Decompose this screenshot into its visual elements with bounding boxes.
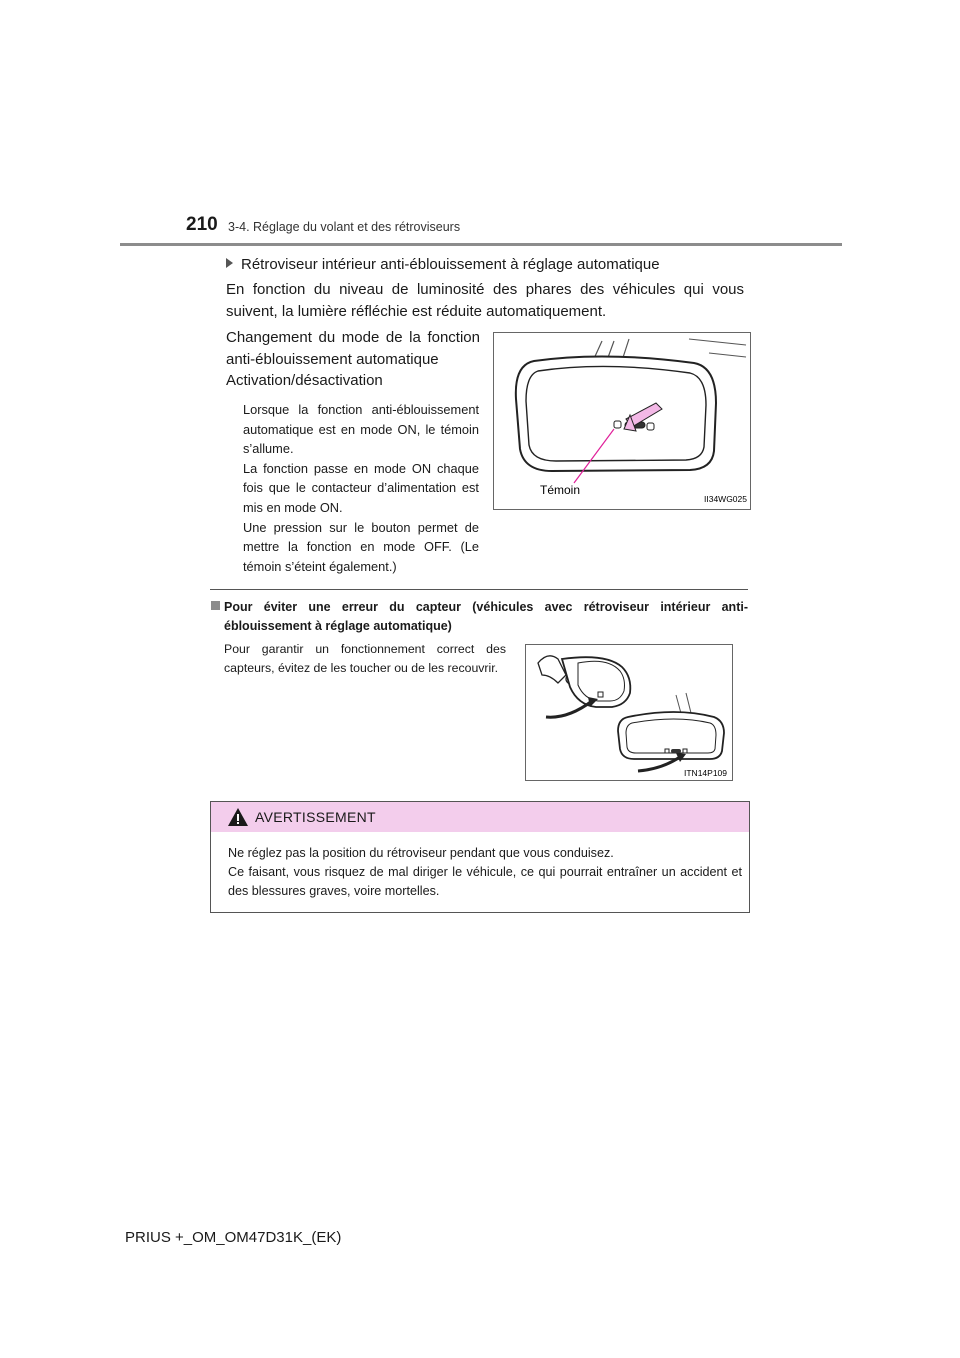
triangle-bullet-icon xyxy=(226,258,233,268)
footer-code: PRIUS +_OM_OM47D31K_(EK) xyxy=(125,1229,342,1246)
mode-title xyxy=(226,327,480,371)
activation-label: Activation/désactivation xyxy=(226,372,383,389)
warning-line: Ce faisant, vous risquez de mal diriger le véhicule, ce qui pourrait entraîner un accident et des blessures graves, voire mortelles. xyxy=(228,865,742,898)
section-title: 3-4. Réglage du volant et des rétroviseurs xyxy=(228,220,461,234)
page-number: 210 xyxy=(186,214,218,235)
description-line: Une pression sur le bouton permet de mettre la fonction en mode OFF. (Le témoin s’éteint également.) xyxy=(243,519,479,574)
sensor-drawing xyxy=(526,645,732,780)
mirror-sensor-illustration xyxy=(525,644,733,781)
warning-triangle-icon xyxy=(227,807,249,827)
note-body: Pour garantir un fonctionnement correct des capteurs, évitez de les toucher ou de les recouvrir. xyxy=(224,642,506,675)
section-rule xyxy=(210,589,748,590)
description-line: La fonction passe en mode ON chaque fois que le contacteur d’alimentation est mis en mode ON. xyxy=(243,460,479,515)
description-line: Lorsque la fonction anti-éblouissement automatique est en mode ON, le témoin s’allume. xyxy=(243,402,479,457)
mirror-drawing xyxy=(494,333,750,509)
figure-code: II34WG025 xyxy=(704,494,747,504)
header-rule xyxy=(120,243,842,246)
activation-description xyxy=(243,400,479,576)
subheading-text: Rétroviseur intérieur anti-éblouissement à réglage automatique xyxy=(241,256,660,273)
warning-body xyxy=(228,844,742,901)
figure-code: ITN14P109 xyxy=(684,768,727,778)
intro-paragraph: En fonction du niveau de luminosité des phares des véhicules qui vous suivent, la lumière réfléchie est réduite automatiquement. xyxy=(226,281,744,320)
mirror-indicator-illustration xyxy=(493,332,751,510)
temoin-label: Témoin xyxy=(540,483,581,497)
note-title: Pour éviter une erreur du capteur (véhicules avec rétroviseur intérieur anti-éblouissement à réglage automatique) xyxy=(224,600,748,633)
mode-title-text: Changement du mode de la fonction anti-éblouissement automatique xyxy=(226,329,480,368)
warning-line: Ne réglez pas la position du rétroviseur pendant que vous conduisez. xyxy=(228,846,614,860)
warning-title: AVERTISSEMENT xyxy=(255,809,376,825)
square-bullet-icon xyxy=(211,601,220,610)
warning-box xyxy=(210,801,750,913)
subheading xyxy=(226,256,660,273)
warning-header xyxy=(211,802,749,832)
